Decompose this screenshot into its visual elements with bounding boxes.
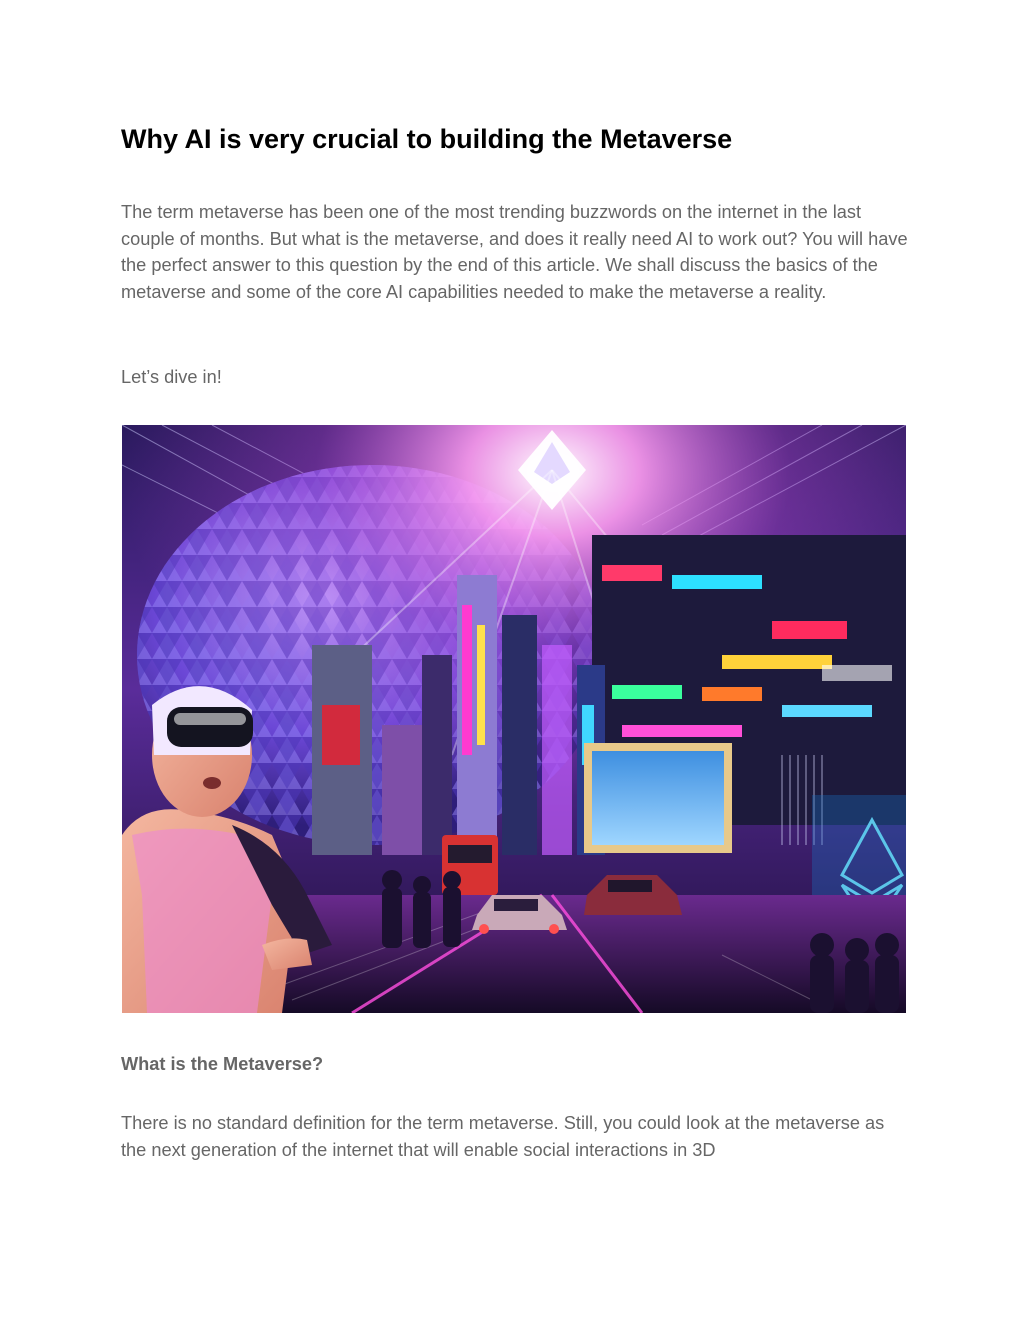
section-body-paragraph: There is no standard definition for the term metaverse. Still, you could look at the metaverse as the next generation of the internet that will enable social interactions in 3D <box>121 1113 885 1160</box>
dive-in-paragraph: Let’s dive in! <box>121 367 222 387</box>
section-heading: What is the Metaverse? <box>121 1054 324 1074</box>
metaverse-city-illustration <box>122 425 906 1013</box>
intro-paragraph: The term metaverse has been one of the most trending buzzwords on the internet in the last couple of months. But what is the metaverse, and does it really need AI to work out? You will have the perfect answer to this question by the end of this article. We shall discuss the basics of the metaverse and some of the core AI capabilities needed to make the metaverse a reality. <box>121 202 908 302</box>
article-title: Why AI is very crucial to building the Metaverse <box>121 124 733 154</box>
